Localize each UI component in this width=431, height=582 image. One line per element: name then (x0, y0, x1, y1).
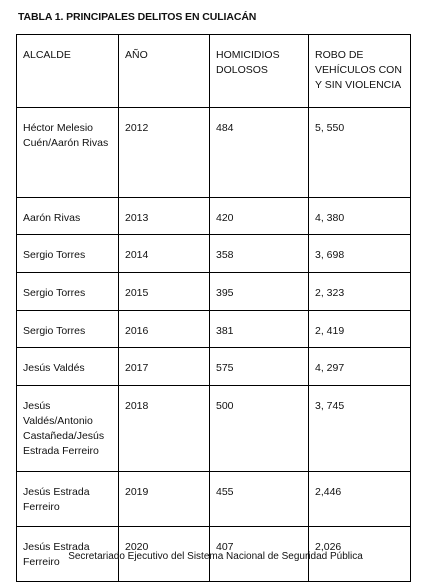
cell-alcalde: Sergio Torres (17, 235, 119, 273)
table-title: TABLA 1. PRINCIPALES DELITOS EN CULIACÁN (18, 11, 257, 23)
cell-homicidios: 420 (210, 198, 309, 235)
header-alcalde: ALCALDE (17, 35, 119, 108)
cell-robo: 2,026 (309, 527, 411, 582)
source-note: Secretariado Ejecutivo del Sistema Nacional de Seguridad Pública (68, 551, 363, 562)
cell-anio: 2018 (119, 386, 210, 472)
table-row (17, 348, 411, 386)
cell-alcalde: Aarón Rivas (17, 198, 119, 235)
cell-homicidios: 407 (210, 527, 309, 582)
crime-table (16, 34, 411, 582)
cell-robo: 5, 550 (309, 108, 411, 198)
cell-robo: 3, 745 (309, 386, 411, 472)
cell-alcalde: Sergio Torres (17, 273, 119, 311)
cell-alcalde: Jesús Valdés (17, 348, 119, 386)
cell-homicidios: 358 (210, 235, 309, 273)
cell-robo: 2, 419 (309, 311, 411, 348)
cell-homicidios: 575 (210, 348, 309, 386)
cell-robo: 4, 297 (309, 348, 411, 386)
cell-homicidios: 395 (210, 273, 309, 311)
table-row (17, 311, 411, 348)
cell-alcalde: Jesús Valdés/Antonio Castañeda/Jesús Estrada Ferreiro (17, 386, 119, 472)
cell-alcalde: Sergio Torres (17, 311, 119, 348)
cell-alcalde: Héctor Melesio Cuén/Aarón Rivas (17, 108, 119, 198)
table-row (17, 235, 411, 273)
cell-anio: 2016 (119, 311, 210, 348)
header-robo-vehiculos: ROBO DE VEHÍCULOS CON Y SIN VIOLENCIA (309, 35, 411, 108)
table-row (17, 386, 411, 472)
table-row (17, 472, 411, 527)
table-row (17, 273, 411, 311)
cell-anio: 2012 (119, 108, 210, 198)
cell-anio: 2014 (119, 235, 210, 273)
cell-robo: 2,446 (309, 472, 411, 527)
cell-alcalde: Jesús Estrada Ferreiro (17, 527, 119, 582)
cell-homicidios: 381 (210, 311, 309, 348)
header-homicidios: HOMICIDIOS DOLOSOS (210, 35, 309, 108)
cell-homicidios: 455 (210, 472, 309, 527)
cell-anio: 2020 (119, 527, 210, 582)
cell-anio: 2015 (119, 273, 210, 311)
cell-robo: 4, 380 (309, 198, 411, 235)
cell-alcalde: Jesús Estrada Ferreiro (17, 472, 119, 527)
cell-robo: 3, 698 (309, 235, 411, 273)
header-anio: AÑO (119, 35, 210, 108)
table-header-row (17, 35, 411, 108)
table-row (17, 198, 411, 235)
cell-homicidios: 500 (210, 386, 309, 472)
cell-anio: 2019 (119, 472, 210, 527)
cell-robo: 2, 323 (309, 273, 411, 311)
table-row (17, 108, 411, 198)
cell-anio: 2013 (119, 198, 210, 235)
cell-homicidios: 484 (210, 108, 309, 198)
cell-anio: 2017 (119, 348, 210, 386)
